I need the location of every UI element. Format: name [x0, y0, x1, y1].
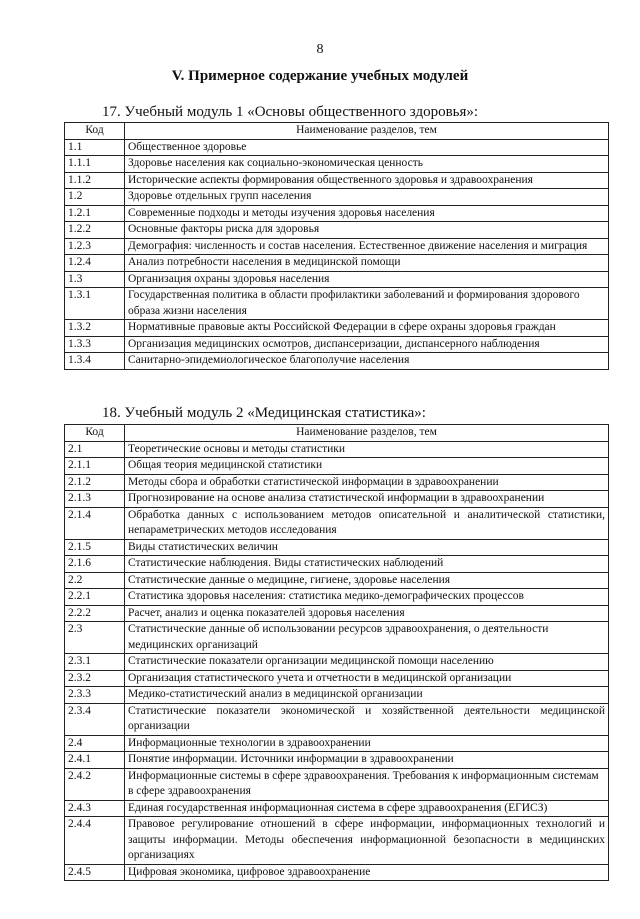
page-number: 8 — [316, 42, 324, 57]
table-row — [65, 156, 609, 173]
module-2-caption: 18. Учебный модуль 2 «Медицинская статистика»: — [102, 405, 426, 421]
table-row — [65, 556, 609, 573]
row-name: Прогнозирование на основе анализа статистической информации в здравоохранении — [125, 491, 609, 508]
table-row — [65, 491, 609, 508]
table-row — [65, 222, 609, 239]
row-code: 2.1.6 — [65, 556, 125, 573]
row-code: 2.4.5 — [65, 864, 125, 881]
row-code: 2.2.2 — [65, 605, 125, 622]
row-code: 1.2.1 — [65, 205, 125, 222]
row-code: 2.3 — [65, 622, 125, 654]
row-name: Организация статистического учета и отчетности в медицинской организации — [125, 670, 609, 687]
row-name: Анализ потребности населения в медицинской помощи — [125, 255, 609, 272]
row-code: 1.1 — [65, 139, 125, 156]
row-code: 1.2.4 — [65, 255, 125, 272]
row-name: Расчет, анализ и оценка показателей здоровья населения — [125, 605, 609, 622]
table-row — [65, 589, 609, 606]
row-name: Медико-статистический анализ в медицинской организации — [125, 687, 609, 704]
row-code: 1.2.2 — [65, 222, 125, 239]
row-code: 2.2 — [65, 572, 125, 589]
row-code: 2.3.3 — [65, 687, 125, 704]
table-row — [65, 353, 609, 370]
row-name: Общая теория медицинской статистики — [125, 458, 609, 475]
row-name: Статистические данные об использовании ресурсов здравоохранения, о деятельности медицинских организаций — [125, 622, 609, 654]
row-name: Санитарно-эпидемиологическое благополучие населения — [125, 353, 609, 370]
row-code: 2.1.4 — [65, 507, 125, 539]
row-code: 2.4.4 — [65, 817, 125, 865]
table-row — [65, 336, 609, 353]
module-2-table — [64, 424, 609, 881]
table-row — [65, 172, 609, 189]
table-row — [65, 622, 609, 654]
row-name: Методы сбора и обработки статистической информации в здравоохранении — [125, 474, 609, 491]
row-code: 1.3.4 — [65, 353, 125, 370]
table-row — [65, 458, 609, 475]
row-code: 2.1 — [65, 441, 125, 458]
table-row — [65, 205, 609, 222]
row-name: Нормативные правовые акты Российской Федерации в сфере охраны здоровья граждан — [125, 320, 609, 337]
row-name: Статистические показатели экономической и хозяйственной деятельности медицинской организации — [125, 703, 609, 735]
row-name: Организация медицинских осмотров, диспансеризации, диспансерного наблюдения — [125, 336, 609, 353]
row-code: 2.4.2 — [65, 768, 125, 800]
row-name: Виды статистических величин — [125, 539, 609, 556]
module-1-rows — [65, 139, 609, 369]
table-row — [65, 817, 609, 865]
table-row — [65, 703, 609, 735]
table-row — [65, 255, 609, 272]
row-code: 1.1.1 — [65, 156, 125, 173]
row-code: 2.1.1 — [65, 458, 125, 475]
row-name: Современные подходы и методы изучения здоровья населения — [125, 205, 609, 222]
table-row — [65, 288, 609, 320]
header-code: Код — [65, 425, 125, 442]
row-name: Теоретические основы и методы статистики — [125, 441, 609, 458]
table-row — [65, 271, 609, 288]
row-code: 2.1.5 — [65, 539, 125, 556]
table-row — [65, 539, 609, 556]
table-row — [65, 139, 609, 156]
row-name: Информационные системы в сфере здравоохранения. Требования к информационным системам в сфере здравоохранения — [125, 768, 609, 800]
row-code: 1.3.1 — [65, 288, 125, 320]
table-header-row — [65, 123, 609, 140]
row-name: Исторические аспекты формирования общественного здоровья и здравоохранения — [125, 172, 609, 189]
table-row — [65, 864, 609, 881]
table-row — [65, 507, 609, 539]
row-name: Обработка данных с использованием методов описательной и аналитической статистики, непараметрических методов исследования — [125, 507, 609, 539]
table-row — [65, 572, 609, 589]
row-code: 1.3 — [65, 271, 125, 288]
table-row — [65, 752, 609, 769]
row-code: 2.2.1 — [65, 589, 125, 606]
row-code: 2.1.2 — [65, 474, 125, 491]
header-name: Наименование разделов, тем — [125, 123, 609, 140]
row-name: Правовое регулирование отношений в сфере информации, информационных технологий и защиты информации. Методы обеспечения информационной безопасности в медицинских организациях — [125, 817, 609, 865]
row-name: Статистика здоровья населения: статистика медико-демографических процессов — [125, 589, 609, 606]
row-name: Общественное здоровье — [125, 139, 609, 156]
row-name: Информационные технологии в здравоохранении — [125, 735, 609, 752]
table-row — [65, 735, 609, 752]
table-row — [65, 687, 609, 704]
row-name: Цифровая экономика, цифровое здравоохранение — [125, 864, 609, 881]
row-name: Статистические данные о медицине, гигиене, здоровье населения — [125, 572, 609, 589]
row-name: Понятие информации. Источники информации в здравоохранении — [125, 752, 609, 769]
module-1-table — [64, 122, 609, 370]
row-code: 2.4.1 — [65, 752, 125, 769]
row-name: Здоровье населения как социально-экономическая ценность — [125, 156, 609, 173]
module-1-caption: 17. Учебный модуль 1 «Основы общественного здоровья»: — [102, 104, 479, 120]
row-code: 2.3.2 — [65, 670, 125, 687]
row-code: 1.2 — [65, 189, 125, 206]
row-name: Организация охраны здоровья населения — [125, 271, 609, 288]
row-code: 2.3.1 — [65, 654, 125, 671]
row-code: 1.3.2 — [65, 320, 125, 337]
row-name: Статистические показатели организации медицинской помощи населению — [125, 654, 609, 671]
row-code: 2.3.4 — [65, 703, 125, 735]
row-code: 2.1.3 — [65, 491, 125, 508]
row-code: 1.1.2 — [65, 172, 125, 189]
row-name: Демография: численность и состав населения. Естественное движение населения и миграция — [125, 238, 609, 255]
row-code: 1.2.3 — [65, 238, 125, 255]
table-row — [65, 320, 609, 337]
header-code: Код — [65, 123, 125, 140]
row-name: Статистические наблюдения. Виды статистических наблюдений — [125, 556, 609, 573]
row-code: 1.3.3 — [65, 336, 125, 353]
table-row — [65, 768, 609, 800]
header-name: Наименование разделов, тем — [125, 425, 609, 442]
table-row — [65, 605, 609, 622]
module-2-rows — [65, 441, 609, 881]
table-row — [65, 238, 609, 255]
row-name: Государственная политика в области профилактики заболеваний и формирования здорового образа жизни населения — [125, 288, 609, 320]
table-row — [65, 800, 609, 817]
table-row — [65, 441, 609, 458]
row-name: Единая государственная информационная система в сфере здравоохранения (ЕГИСЗ) — [125, 800, 609, 817]
row-name: Здоровье отдельных групп населения — [125, 189, 609, 206]
table-row — [65, 189, 609, 206]
table-row — [65, 670, 609, 687]
section-title: V. Примерное содержание учебных модулей — [171, 68, 469, 84]
table-header-row — [65, 425, 609, 442]
row-code: 2.4.3 — [65, 800, 125, 817]
table-row — [65, 474, 609, 491]
table-row — [65, 654, 609, 671]
row-code: 2.4 — [65, 735, 125, 752]
row-name: Основные факторы риска для здоровья — [125, 222, 609, 239]
